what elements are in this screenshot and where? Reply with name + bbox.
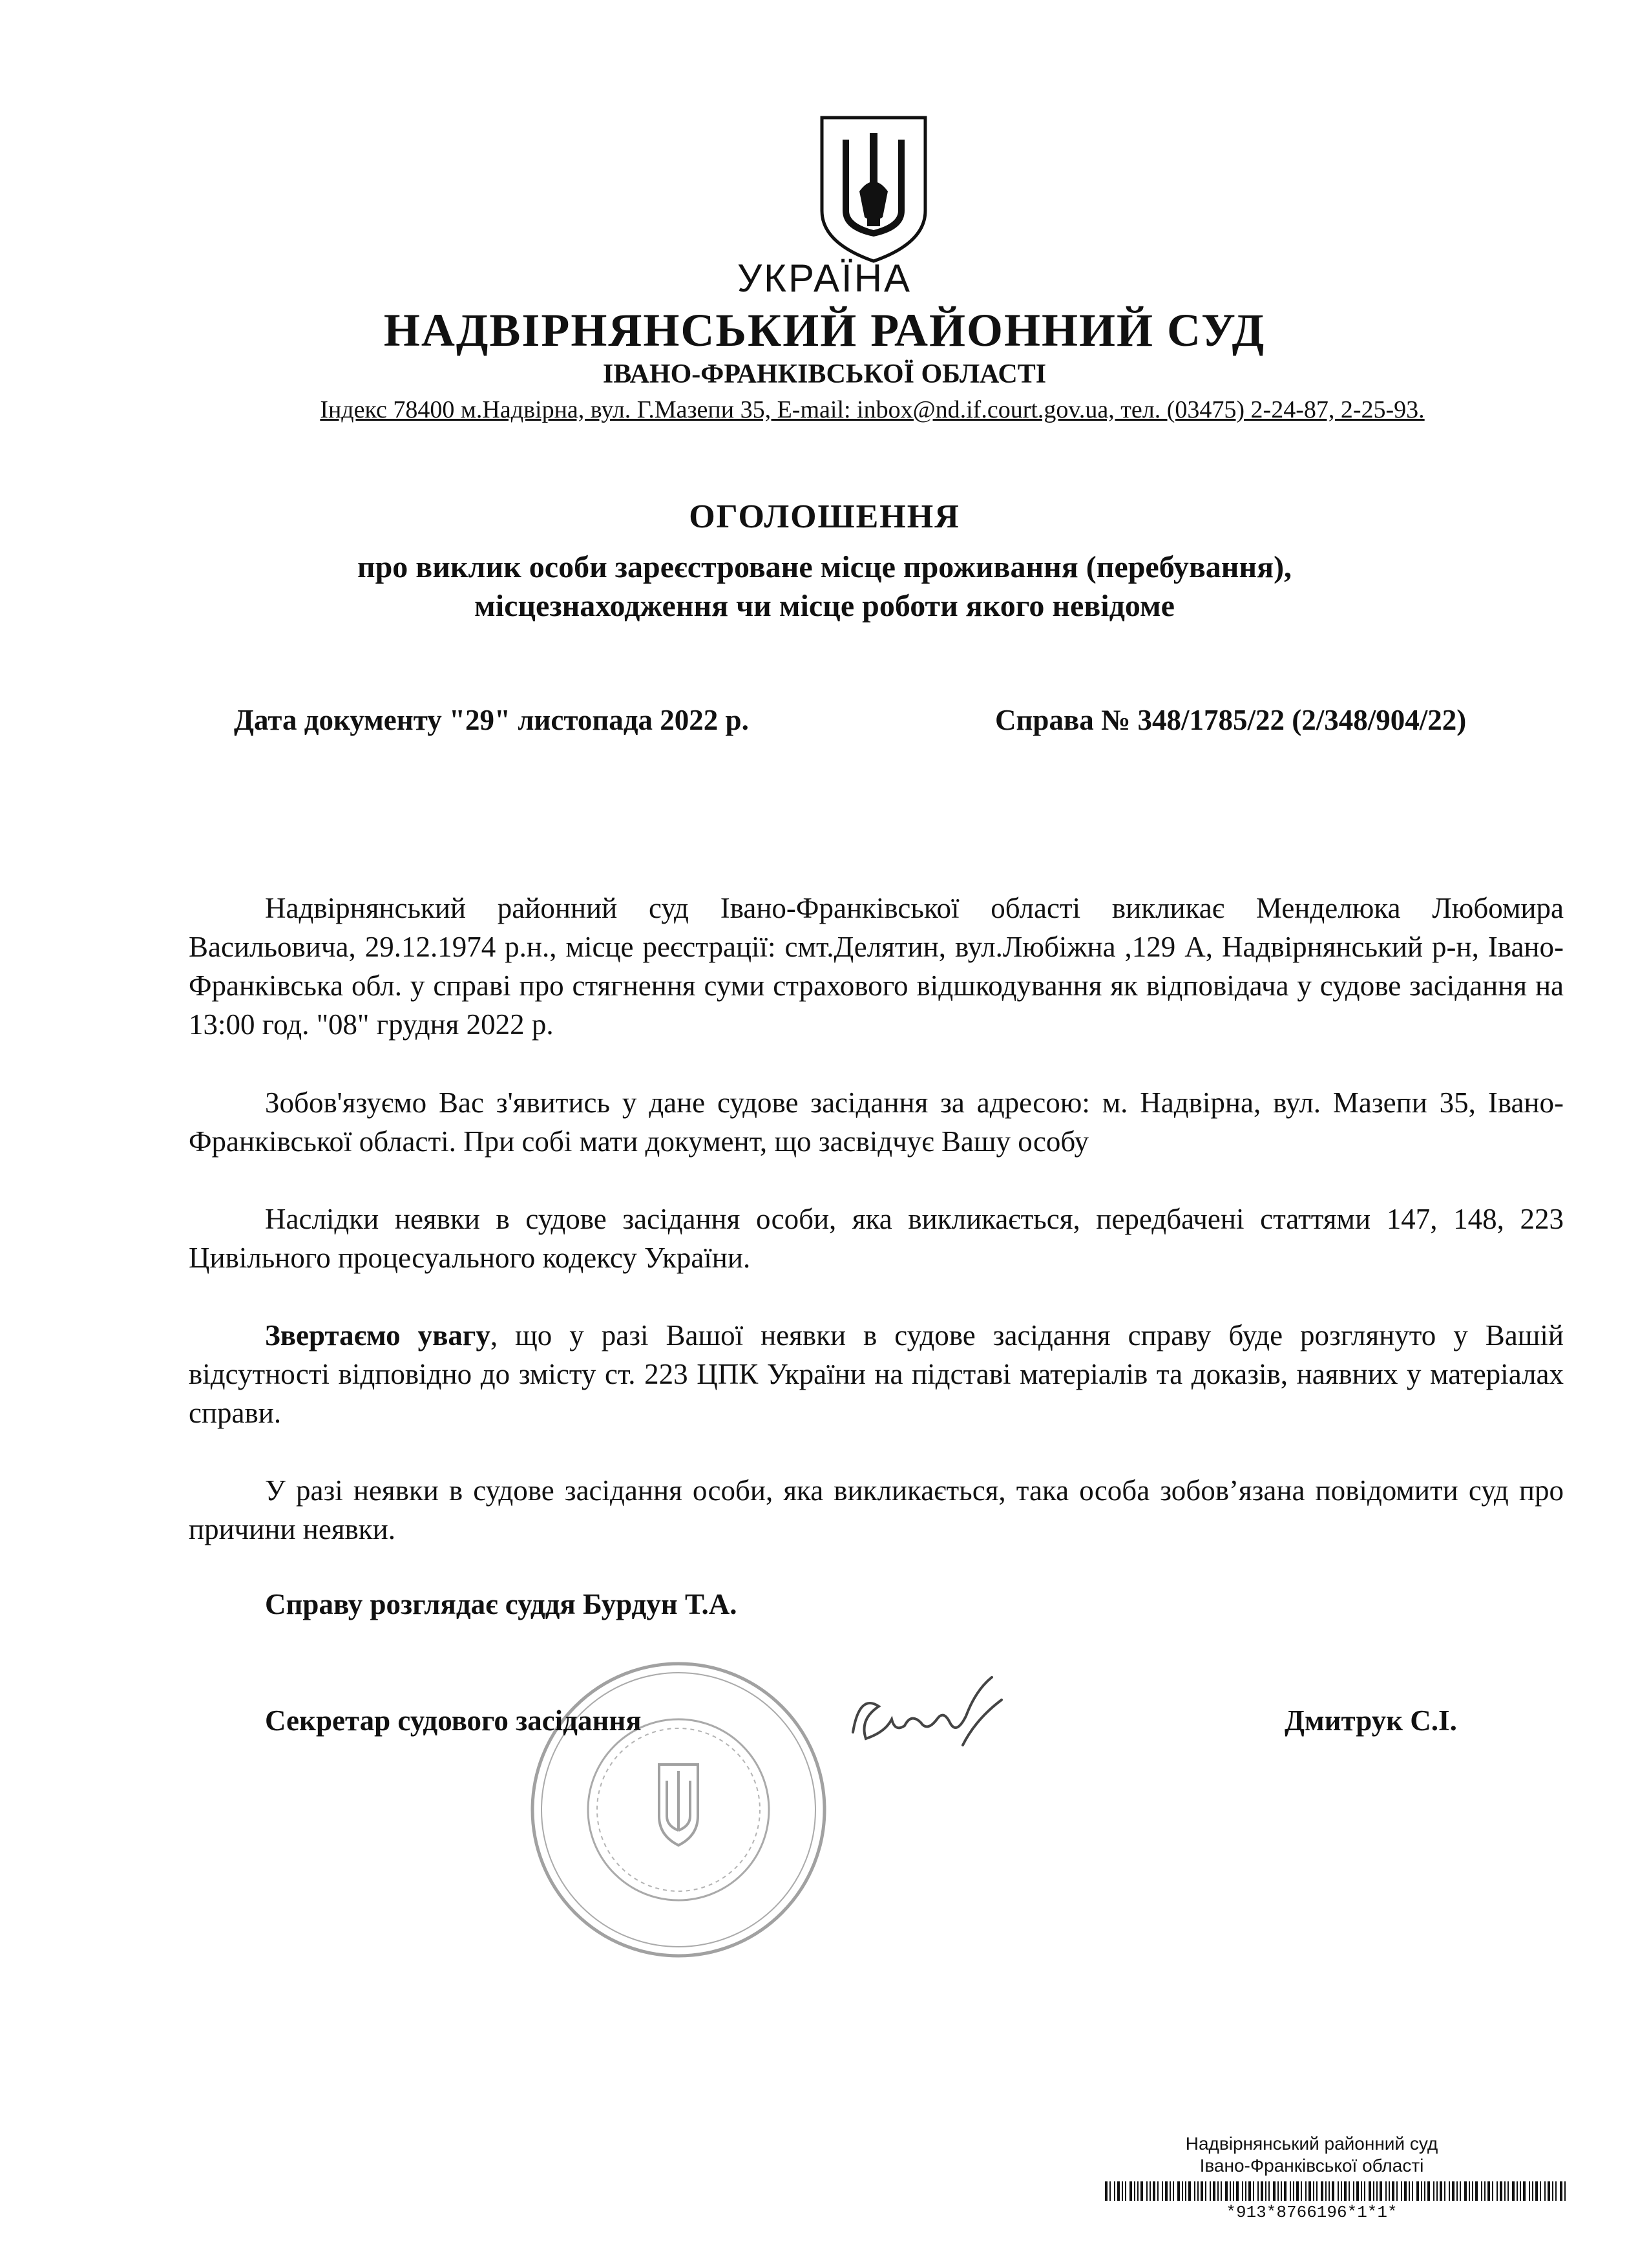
- barcode-stripe: [1341, 2181, 1342, 2201]
- barcode-stripe: [1321, 2181, 1323, 2201]
- announcement-subtitle-line2: місцезнаходження чи місце роботи якого невідоме: [474, 589, 1175, 623]
- footer-court-line2: Івано-Франківської області: [1199, 2156, 1424, 2176]
- barcode-stripe: [1369, 2181, 1371, 2201]
- barcode-stripe: [1492, 2181, 1493, 2201]
- barcode-stripe: [1376, 2181, 1378, 2201]
- barcode-stripe: [1385, 2181, 1387, 2201]
- court-region: ІВАНО-ФРАНКІВСЬКОЇ ОБЛАСТІ: [602, 359, 1047, 389]
- barcode-stripe: [1412, 2181, 1413, 2201]
- barcode-stripe: [1150, 2181, 1151, 2201]
- barcode-stripe: [1217, 2181, 1219, 2201]
- barcode-stripe: [1484, 2181, 1486, 2201]
- barcode-stripe: [1332, 2181, 1334, 2201]
- barcode-stripe: [1188, 2181, 1191, 2201]
- paragraph-address: [189, 1083, 1564, 1161]
- barcode-stripe: [1529, 2181, 1530, 2201]
- barcode-stripe: [1487, 2181, 1490, 2201]
- barcode-stripe: [1257, 2181, 1259, 2201]
- barcode-stripe: [1236, 2181, 1239, 2201]
- barcode-stripe: [1185, 2181, 1186, 2201]
- barcode-stripe: [1433, 2181, 1434, 2201]
- secretary-label: Секретар судового засідання: [265, 1704, 642, 1737]
- barcode-stripe: [1373, 2181, 1374, 2201]
- barcode-stripe: [1182, 2181, 1183, 2201]
- barcode-stripe: [1261, 2181, 1263, 2201]
- barcode-stripe: [1520, 2181, 1521, 2201]
- paragraph-address-text: Зобов'язуємо Вас з'явитись у дане судове засідання за адресою: м. Надвірна, вул. Мазепи 35, Івано-Франківської області. При собі мати документ, що засвідчує Вашу особу: [189, 1086, 1564, 1158]
- barcode-stripe: [1197, 2181, 1199, 2201]
- barcode-stripe: [1325, 2181, 1327, 2201]
- barcode-stripe: [1210, 2181, 1211, 2201]
- barcode-stripe: [1349, 2181, 1350, 2201]
- barcode-stripe: [1201, 2181, 1203, 2201]
- barcode-stripe: [1153, 2181, 1155, 2201]
- barcode-stripe: [1273, 2181, 1276, 2201]
- barcode-stripe: [1548, 2181, 1550, 2201]
- paragraph-summons: [189, 889, 1564, 1044]
- barcode-stripe: [1117, 2181, 1120, 2201]
- barcode-stripe: [1507, 2181, 1509, 2201]
- barcode-stripe: [1242, 2181, 1243, 2201]
- barcode-stripe: [1146, 2181, 1148, 2201]
- barcode-stripe: [1205, 2181, 1206, 2201]
- barcode-stripe: [1313, 2181, 1314, 2201]
- barcode-stripe: [1416, 2181, 1419, 2201]
- barcode-stripe: [1344, 2181, 1347, 2201]
- barcode-stripe: [1173, 2181, 1174, 2201]
- barcode-stripe: [1500, 2181, 1502, 2201]
- barcode-stripe: [1460, 2181, 1461, 2201]
- barcode-stripe: [1170, 2181, 1171, 2201]
- barcode-stripe: [1532, 2181, 1533, 2201]
- barcode-stripe: [1230, 2181, 1231, 2201]
- barcode-stripe: [1125, 2181, 1126, 2201]
- barcode-text: *913*8766196*1*1*: [1226, 2203, 1398, 2222]
- court-seal-icon: [523, 1655, 834, 1965]
- barcode-stripe: [1109, 2181, 1111, 2201]
- barcode-stripe: [1353, 2181, 1354, 2201]
- barcode-stripe: [1401, 2181, 1402, 2201]
- barcode-stripe: [1177, 2181, 1180, 2201]
- barcode-stripe: [1452, 2181, 1455, 2201]
- barcode-stripe: [1472, 2181, 1473, 2201]
- barcode-stripe: [1105, 2181, 1108, 2201]
- barcode-stripe: [1523, 2181, 1526, 2201]
- barcode-stripe: [1134, 2181, 1135, 2201]
- barcode-stripe: [1296, 2181, 1299, 2201]
- signature-icon: [840, 1674, 1034, 1765]
- paragraph-notify: [189, 1471, 1564, 1549]
- judge-line: Справу розглядає суддя Бурдун Т.А.: [265, 1588, 737, 1620]
- barcode-stripe: [1396, 2181, 1398, 2201]
- court-name: НАДВІРНЯНСЬКИЙ РАЙОННИЙ СУД: [383, 304, 1266, 356]
- barcode-stripe: [1389, 2181, 1390, 2201]
- barcode-stripe: [1114, 2181, 1115, 2201]
- paragraph-summons-text: Надвірнянський районний суд Івано-Франківської області викликає Менделюка Любомира Васильовича, 29.12.1974 р.н., місце реєстрації: смт.Делятин, вул.Любіжна ,129 А, Надвірнянський р-н, Івано-Франківська обл. у справі про стягнення суми страхового відшкодування як відповідача у судове засідання на 13:00 год. "08" грудня 2022 р.: [189, 892, 1564, 1041]
- barcode-stripe: [1512, 2181, 1515, 2201]
- barcode-stripe: [1364, 2181, 1365, 2201]
- barcode-stripe: [1140, 2181, 1143, 2201]
- barcode-stripe: [1456, 2181, 1458, 2201]
- attention-text: , що у разі Вашої неявки в судове засідання справу буде розглянуто у Вашій відсутності відповідно до змісту ст. 223 ЦПК України на підставі матеріалів та доказів, наявних у матеріалах справи.: [189, 1319, 1564, 1429]
- barcode-stripe: [1555, 2181, 1557, 2201]
- barcode-stripe: [1361, 2181, 1362, 2201]
- announcement-subtitle-line1: про виклик особи зареєстроване місце проживання (перебування),: [357, 550, 1292, 584]
- secretary-name: Дмитрук С.І.: [1285, 1704, 1457, 1737]
- barcode-stripe: [1504, 2181, 1506, 2201]
- barcode-stripe: [1233, 2181, 1234, 2201]
- barcode-stripe: [1213, 2181, 1215, 2201]
- barcode-stripe: [1194, 2181, 1195, 2201]
- paragraph-attention: [189, 1316, 1564, 1432]
- barcode-stripe: [1497, 2181, 1498, 2201]
- barcode-stripe: [1424, 2181, 1425, 2201]
- barcode-stripe: [1157, 2181, 1159, 2201]
- barcode-stripe: [1265, 2181, 1266, 2201]
- barcode-stripe: [1162, 2181, 1163, 2201]
- barcode-stripe: [1316, 2181, 1318, 2201]
- attention-bold: Звертаємо увагу: [265, 1319, 490, 1351]
- announcement-title: ОГОЛОШЕННЯ: [689, 498, 960, 535]
- barcode-stripe: [1137, 2181, 1139, 2201]
- barcode-stripe: [1221, 2181, 1222, 2201]
- court-contacts: Індекс 78400 м.Надвірна, вул. Г.Мазепи 35, E-mail: inbox@nd.if.court.gov.ua, тел. (03475) 2-24-87, 2-25-93.: [320, 396, 1425, 423]
- barcode-stripe: [1440, 2181, 1442, 2201]
- barcode-stripe: [1329, 2181, 1330, 2201]
- case-number: Справа № 348/1785/22 (2/348/904/22): [995, 704, 1467, 736]
- barcode-stripe: [1436, 2181, 1438, 2201]
- barcode-stripe: [1540, 2181, 1541, 2201]
- barcode-stripe: [1517, 2181, 1518, 2201]
- barcode-stripe: [1409, 2181, 1410, 2201]
- barcode-stripe: [1338, 2181, 1339, 2201]
- barcode-stripe: [1293, 2181, 1294, 2201]
- barcode-stripe: [1544, 2181, 1546, 2201]
- country-name: УКРАЇНА: [737, 257, 912, 300]
- barcode-stripe: [1404, 2181, 1407, 2201]
- document-date: Дата документу "29" листопада 2022 р.: [234, 704, 749, 736]
- coat-of-arms-icon: [817, 114, 930, 264]
- barcode-stripe: [1449, 2181, 1450, 2201]
- barcode-stripe: [1281, 2181, 1282, 2201]
- barcode-stripe: [1308, 2181, 1311, 2201]
- barcode-stripe: [1427, 2181, 1430, 2201]
- barcode-stripe: [1122, 2181, 1123, 2201]
- barcode-stripe: [1245, 2181, 1246, 2201]
- paragraph-consequences-text: Наслідки неявки в судове засідання особи, яка викликається, передбачені статтями 147, 148, 223 Цивільного процесуального кодексу України.: [189, 1203, 1564, 1274]
- barcode-stripe: [1552, 2181, 1553, 2201]
- barcode-stripe: [1356, 2181, 1359, 2201]
- footer-court-block: [1073, 2133, 1551, 2177]
- barcode-stripe: [1305, 2181, 1307, 2201]
- paragraph-consequences: [189, 1200, 1564, 1277]
- barcode-stripe: [1535, 2181, 1538, 2201]
- barcode-stripe: [1475, 2181, 1478, 2201]
- barcode-stripe: [1481, 2181, 1482, 2201]
- barcode-stripe: [1560, 2181, 1562, 2201]
- barcode-stripe: [1284, 2181, 1287, 2201]
- barcode-stripe: [1253, 2181, 1254, 2201]
- barcode-icon: [1105, 2181, 1570, 2201]
- barcode-stripe: [1392, 2181, 1394, 2201]
- barcode-stripe: [1290, 2181, 1291, 2201]
- barcode-stripe: [1277, 2181, 1279, 2201]
- barcode-stripe: [1464, 2181, 1467, 2201]
- barcode-stripe: [1268, 2181, 1270, 2201]
- barcode-stripe: [1301, 2181, 1302, 2201]
- barcode-stripe: [1564, 2181, 1566, 2201]
- paragraph-notify-text: У разі неявки в судове засідання особи, яка викликається, така особа зобов’язана повідомити суд про причини неявки.: [189, 1474, 1564, 1545]
- barcode-stripe: [1380, 2181, 1382, 2201]
- footer-court-line1: Надвірнянський районний суд: [1185, 2134, 1438, 2154]
- barcode-stripe: [1129, 2181, 1132, 2201]
- barcode-stripe: [1421, 2181, 1422, 2201]
- barcode-stripe: [1444, 2181, 1445, 2201]
- barcode-stripe: [1225, 2181, 1228, 2201]
- barcode-stripe: [1248, 2181, 1251, 2201]
- barcode-stripe: [1469, 2181, 1470, 2201]
- barcode-stripe: [1165, 2181, 1168, 2201]
